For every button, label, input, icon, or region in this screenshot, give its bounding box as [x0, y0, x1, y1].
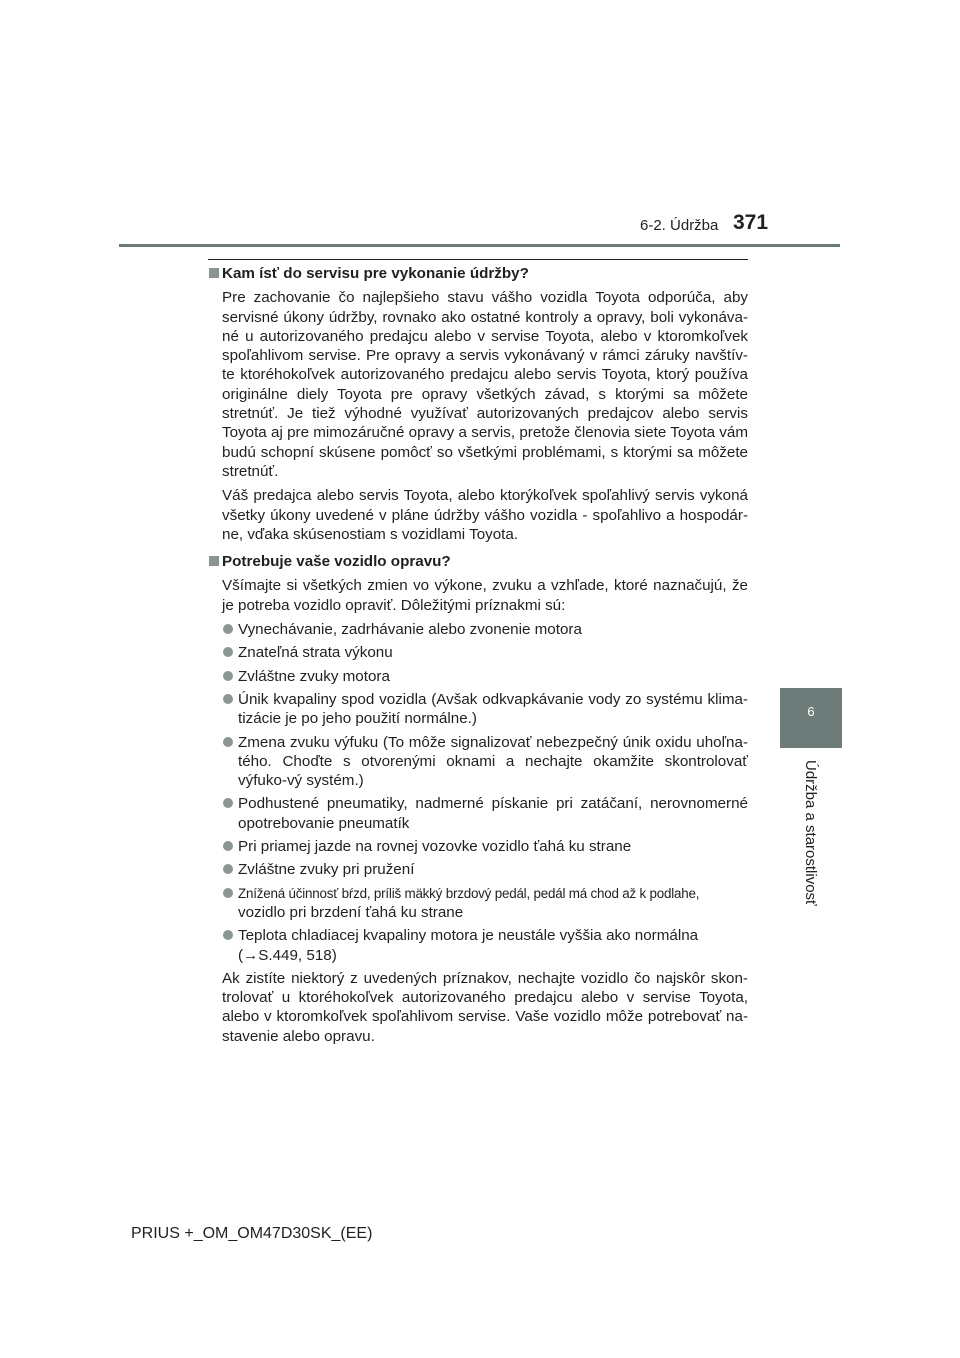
list-item	[222, 643, 748, 662]
list-item-text: Únik kvapaliny spod vozidla (Avšak odkvapkávanie vody zo systému klima-tizácie je po jeho použití normálne.)	[238, 690, 748, 728]
chapter-tab-number: 6	[807, 704, 815, 719]
bullet-dot-icon	[223, 671, 233, 681]
list-item-text: Podhustené pneumatiky, nadmerné pískanie pri zatáčaní, nerovnomerné opotrebovanie pneumatík	[238, 795, 748, 832]
section-heading	[208, 264, 748, 283]
list-item	[222, 667, 748, 686]
list-item	[222, 620, 748, 639]
content-divider	[208, 259, 748, 260]
list-item-text: Zvláštne zvuky motora	[238, 667, 390, 685]
list-item	[222, 794, 748, 833]
list-item	[222, 837, 748, 856]
list-item-text-continued: vozidlo pri brzdení ťahá ku strane	[238, 903, 464, 921]
bullet-dot-icon	[223, 624, 233, 634]
chapter-tab-label: Údržba a starostlivosť	[802, 760, 819, 906]
bullet-dot-icon	[223, 737, 233, 747]
bullet-dot-icon	[223, 841, 233, 851]
section-heading-text: Potrebuje vaše vozidlo opravu?	[222, 553, 451, 571]
list-item	[222, 860, 748, 879]
page-content	[208, 264, 748, 1051]
header-section-title: 6-2. Údržba	[640, 217, 719, 234]
square-bullet-icon	[209, 268, 219, 278]
bullet-dot-icon	[223, 694, 233, 704]
paragraph: Všímajte si všetkých zmien vo výkone, zvuku a vzhľade, ktoré naznačujú, že je potreba vozidlo opraviť. Dôležitými príznakmi sú:	[222, 577, 748, 614]
paragraph: Váš predajca alebo servis Toyota, alebo ktorýkoľvek spoľahlivý servis vykoná všetky úkony uvedené v pláne údržby vášho vozidla - spoľahlivo a hospodár-ne, vďaka skúsenostiam s vozidlami Toyota.	[222, 487, 748, 543]
bullet-dot-icon	[223, 888, 233, 898]
list-item-text: Zmena zvuku výfuku (To môže signalizovať nebezpečný únik oxidu uhoľna-tého. Choďte s otvorenými oknami a nechajte okamžite skontrolovať výfuko-vý systém.)	[238, 733, 748, 790]
square-bullet-icon	[209, 556, 219, 566]
list-item-text: Zvláštne zvuky pri pružení	[238, 861, 415, 879]
list-item	[222, 733, 748, 791]
section-heading-text: Kam ísť do servisu pre vykonanie údržby?	[222, 265, 529, 282]
header-divider	[119, 244, 840, 247]
bullet-dot-icon	[223, 647, 233, 657]
section-heading	[208, 552, 748, 571]
list-item-text: Vynechávanie, zadrhávanie alebo zvonenie motora	[238, 621, 582, 639]
page-number: 371	[733, 211, 769, 234]
list-item	[222, 926, 748, 965]
list-item	[222, 690, 748, 729]
bullet-dot-icon	[223, 864, 233, 874]
paragraph: Ak zistíte niektorý z uvedených príznakov, nechajte vozidlo čo najskôr skon-trolovať u ktoréhokoľvek autorizovaného predajcu alebo v servise Toyota, alebo v ktoromkoľvek spoľahlivom servise. Vaše vozidlo môže potrebovať na-stavenie alebo opravu.	[222, 969, 748, 1045]
list-item-text: Znížená účinnosť bŕzd, príliš mäkký brzdový pedál, pedál má chod až k podlahe,	[238, 885, 700, 901]
list-item	[222, 884, 748, 923]
list-item-text: Znateľná strata výkonu	[238, 644, 393, 662]
bullet-dot-icon	[223, 798, 233, 808]
page-reference: (→S.449, 518)	[238, 946, 337, 964]
footer-doc-code: PRIUS +_OM_OM47D30SK_(EE)	[131, 1225, 373, 1242]
list-item-text: Pri priamej jazde na rovnej vozovke vozidlo ťahá ku strane	[238, 838, 632, 856]
list-item-text: Teplota chladiacej kvapaliny motora je neustále vyššia ako normálna	[238, 927, 699, 945]
bullet-dot-icon	[223, 930, 233, 940]
paragraph: Pre zachovanie čo najlepšieho stavu vášho vozidla Toyota odporúča, aby servisné úkony údržby, rovnako ako ostatné kontroly a opravy, boli vykonáva-né u autorizovaného predajcu alebo v servise Toyota, alebo v ktoromkoľvek spoľahlivom servise. Pre opravy a servis vykonávaný v rámci záruky navštív-te ktoréhokoľvek autorizovaného predajcu alebo servis Toyota, ktorý používa originálne diely Toyota pre opravy všetkých závad, s ktorými sa môžete stretnúť. Je tiež výhodné využívať autorizovaných predajcov alebo servis Toyota aj pre mimozáručné opravy a servis, pretože členovia siete Toyota vám budú schopní skúsene pomôcť so všetkými problémami, s ktorými sa môžete stretnúť.	[222, 289, 748, 480]
